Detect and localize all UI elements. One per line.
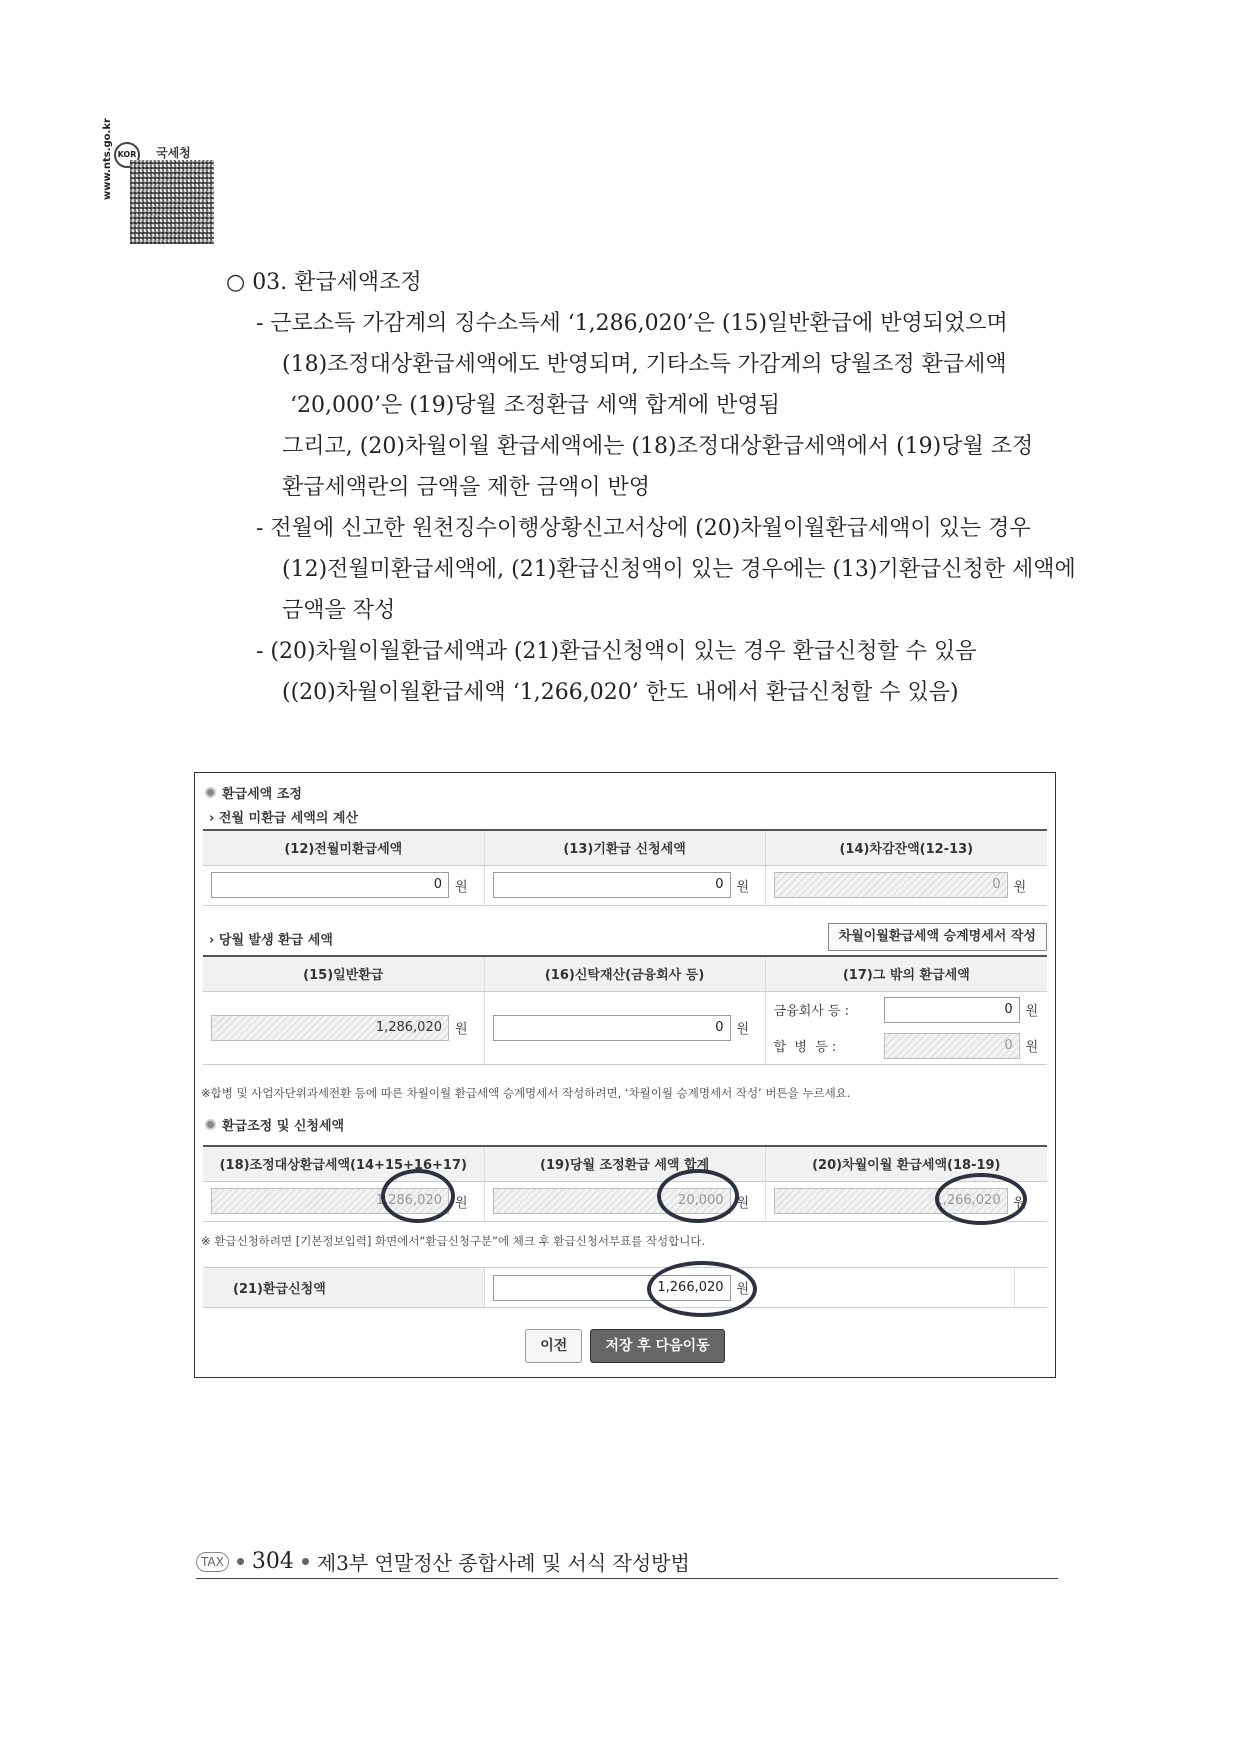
merger-readonly: 0 [884,1033,1020,1059]
trust-property-input[interactable]: 0 [493,1015,731,1041]
nts-logo [102,118,216,248]
text-line: 금액을 작성 [282,598,396,623]
section-heading: ○ 03. 환급세액조정 [226,270,422,295]
unit-label: 원 [1025,1040,1039,1055]
text-line: - 전월에 신고한 원천징수이행상황신고서상에 (20)차월이월환급세액이 있는 경우 [256,516,1031,541]
bullet-icon [205,1119,216,1130]
header-adjust-target: (18)조정대상환급세액(14+15+16+17) [203,1146,484,1181]
unit-label: 원 [736,1195,750,1211]
current-refund-table [203,955,1047,1065]
header-prev-unrefunded: (12)전월미환급세액 [203,830,484,865]
prev-button[interactable]: 이전 [525,1329,582,1363]
refund-request-note: ※ 환급신청하려면 [기본정보입력] 화면에서“환급신청구분”에 체크 후 환급신청서부표를 작성합니다. [201,1234,706,1248]
adjust-section-title: 환급조정 및 신청세액 [205,1115,344,1134]
text-line: (12)전월미환급세액에, (21)환급신청액이 있는 경우에는 (13)기환급신청한 세액에 [282,557,1076,582]
page-footer [196,1545,1058,1579]
refund-request-label: (21)환급신청액 [203,1268,484,1308]
bullet-icon [205,787,216,798]
unit-label: 원 [455,1022,468,1037]
qr-code-icon [130,160,214,244]
tax-lightbulb-icon: TAX [196,1552,229,1572]
save-next-button[interactable]: 저장 후 다음이동 [590,1329,724,1363]
text-line: (18)조정대상환급세액에도 반영되며, 기타소득 가감계의 당월조정 환급세액 [282,352,1007,377]
unit-label: 원 [1025,1004,1039,1019]
adjust-table [203,1145,1047,1222]
text-line: ((20)차월이월환급세액 ‘1,266,020’ 한도 내에서 환급신청할 수 있음) [282,680,959,705]
header-trust-property: (16)신탁재산(금융회사 등) [484,956,765,991]
next-month-readonly: 1,266,020 [774,1188,1008,1214]
unit-label: 원 [736,879,750,895]
website-url: www.nts.go.kr [102,118,113,200]
unit-label: 원 [1013,1195,1027,1211]
refund-requested-input[interactable]: 0 [493,872,731,898]
highlight-circle [657,1169,739,1223]
header-other-refund: (17)그 밖의 환급세액 [765,956,1047,991]
unit-label: 원 [455,1195,468,1211]
text-line: - 근로소득 가감계의 징수소득세 ‘1,286,020’은 (15)일반환급에 반영되었으며 [256,311,1008,336]
current-section-title: › 당월 발생 환급 세액 [209,933,333,948]
kor-badge-icon: KOR [114,142,140,168]
header-refund-requested: (13)기환급 신청세액 [484,830,765,865]
highlight-circle [647,1261,757,1317]
agency-name: 국세청 [156,146,191,160]
text-line: ‘20,000’은 (19)당월 조정환급 세액 합계에 반영됨 [290,393,780,418]
balance-readonly: 0 [774,872,1008,898]
refund-request-table [203,1267,1047,1308]
adjust-target-readonly: 1,286,020 [211,1188,449,1214]
unit-label: 원 [736,1282,750,1297]
refund-adjustment-form [194,772,1056,1378]
prev-unrefunded-input[interactable]: 0 [211,872,449,898]
highlight-circle [381,1169,455,1223]
prev-refund-table [203,829,1047,906]
general-refund-readonly: 1,286,020 [211,1015,449,1041]
text-line: 환급세액란의 금액을 제한 금액이 반영 [282,475,651,500]
bullet-icon [302,1558,309,1565]
refund-request-input[interactable]: 1,266,020 [493,1275,731,1301]
carryover-statement-button[interactable]: 차월이월환급세액 승계명세서 작성 [828,923,1047,951]
text-line: - (20)차월이월환급세액과 (21)환급신청액이 있는 경우 환급신청할 수 있음 [256,639,977,664]
form-title: 환급세액 조정 [205,783,302,802]
header-balance: (14)차감잔액(12-13) [765,830,1047,865]
unit-label: 원 [736,1022,750,1037]
header-general-refund: (15)일반환급 [203,956,484,991]
bullet-icon [237,1558,244,1565]
prev-section-title: › 전월 미환급 세액의 계산 [209,811,359,826]
financial-label: 금융회사 등 : [773,1004,850,1019]
unit-label: 원 [455,879,468,895]
header-month-adjust: (19)당월 조정환급 세액 합계 [484,1146,765,1181]
merger-label: 합 병 등 : [773,1040,837,1055]
financial-company-input[interactable]: 0 [884,997,1020,1023]
footer-section: 제3부 연말정산 종합사례 및 서식 작성방법 [316,1551,690,1575]
carryover-note: ※합병 및 사업자단위과세전환 등에 따른 차월이월 환급세액 승계명세서 작성하려면, ‘차월이월 승계명세서 작성’ 버튼을 누르세요. [201,1086,851,1100]
header-next-month: (20)차월이월 환급세액(18-19) [765,1146,1047,1181]
button-row [195,1329,1055,1363]
highlight-circle [935,1173,1027,1225]
month-adjust-readonly: 20,000 [493,1188,731,1214]
text-line: 그리고, (20)차월이월 환급세액에는 (18)조정대상환급세액에서 (19)당월 조정 [282,434,1034,459]
page-number: 304 [251,1549,294,1574]
unit-label: 원 [1013,879,1027,895]
body-text [226,262,1076,713]
